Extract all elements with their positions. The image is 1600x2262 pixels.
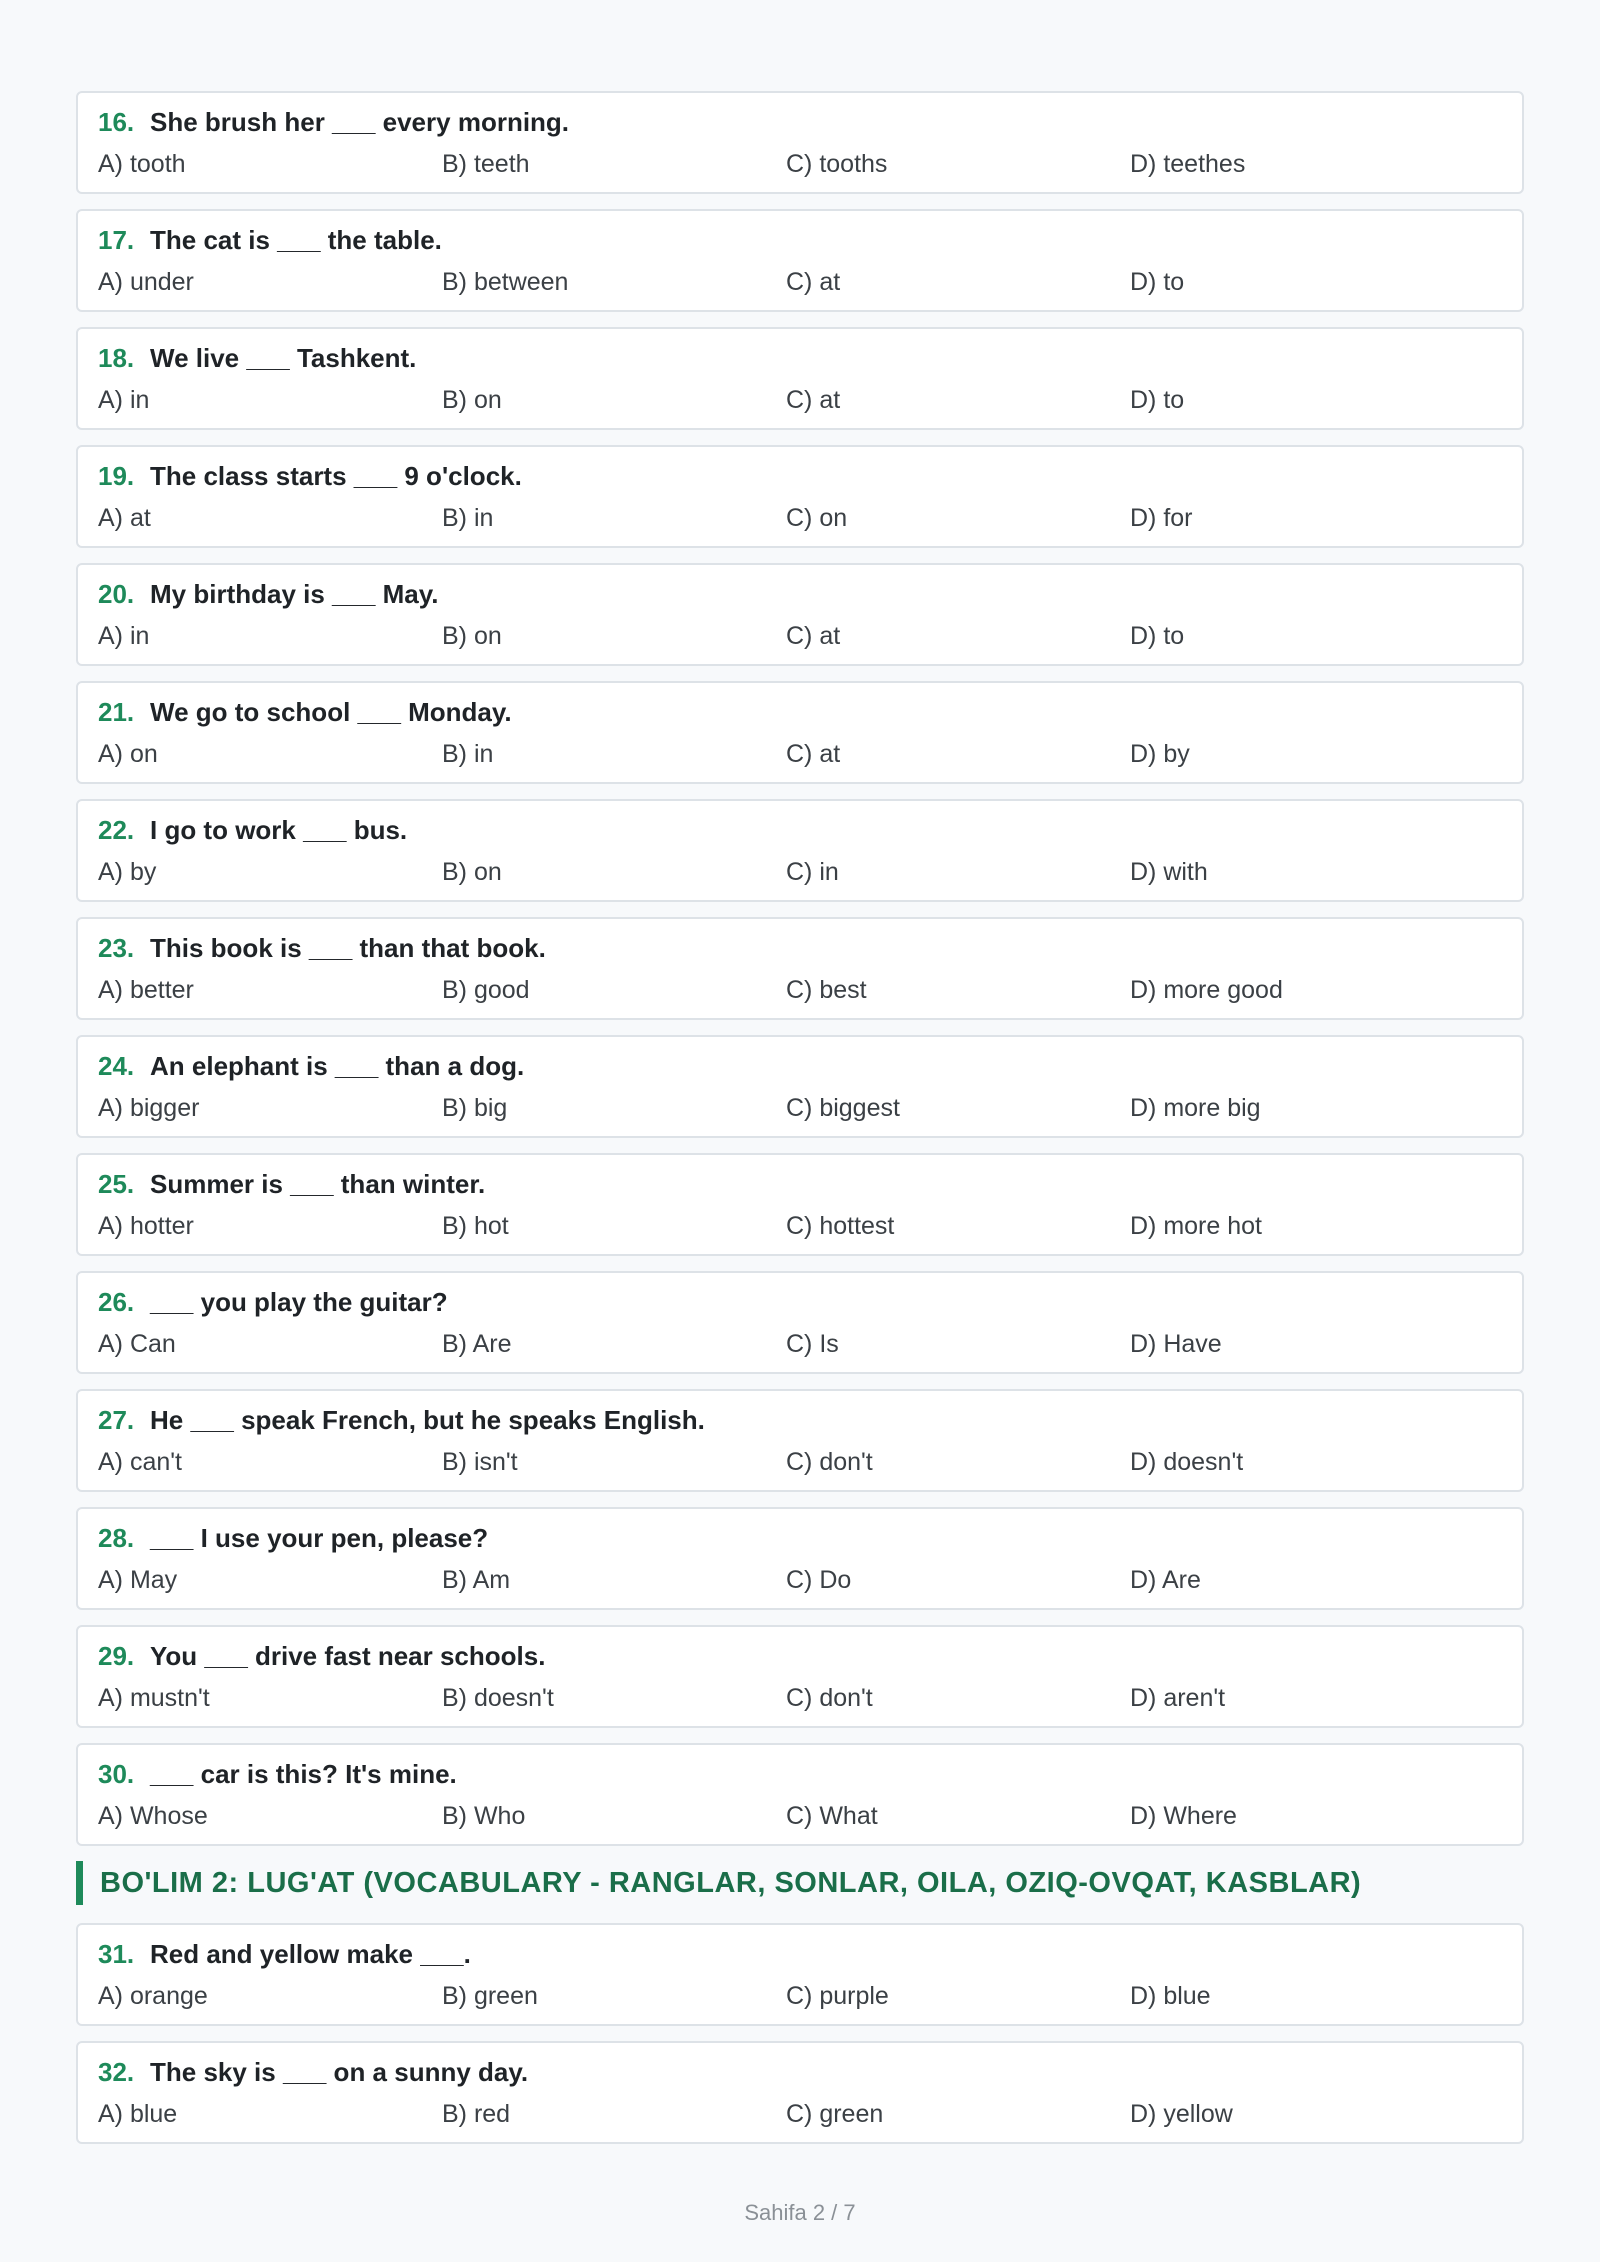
question-card (76, 1743, 1524, 1846)
options-row (98, 1799, 1502, 1833)
question-text: Summer is ___ than winter. (150, 1169, 486, 1199)
question-line (98, 105, 1502, 139)
option-a: A) better (98, 976, 194, 1004)
option-b: B) between (442, 268, 569, 296)
option-d: D) teethes (1130, 150, 1246, 178)
options-row (98, 1327, 1502, 1361)
question-card (76, 799, 1524, 902)
question-text: You ___ drive fast near schools. (150, 1641, 546, 1671)
options-row (98, 147, 1502, 181)
option-b: B) big (442, 1094, 508, 1122)
option-c: C) Do (786, 1566, 852, 1594)
question-text: An elephant is ___ than a dog. (150, 1051, 525, 1081)
question-text: ___ you play the guitar? (150, 1287, 448, 1317)
question-number: 27. (98, 1405, 135, 1435)
option-c: C) Is (786, 1330, 839, 1358)
option-c: C) tooths (786, 150, 888, 178)
option-b: B) doesn't (442, 1684, 554, 1712)
option-c: C) don't (786, 1448, 873, 1476)
question-text: This book is ___ than that book. (150, 933, 546, 963)
options-row (98, 737, 1502, 771)
option-b: B) on (442, 386, 502, 414)
options-row (98, 973, 1502, 1007)
section-heading: BO'LIM 2: LUG'AT (VOCABULARY - RANGLAR, SONLAR, OILA, OZIQ-OVQAT, KASBLAR) (76, 1861, 1524, 1905)
option-a: A) in (98, 622, 150, 650)
option-b: B) good (442, 976, 530, 1004)
page-number: Sahifa 2 / 7 (744, 2200, 856, 2225)
option-c: C) on (786, 504, 848, 532)
options-row (98, 2097, 1502, 2131)
option-b: B) on (442, 858, 502, 886)
question-text: He ___ speak French, but he speaks English. (150, 1405, 705, 1435)
question-card (76, 563, 1524, 666)
question-line (98, 1639, 1502, 1673)
options-row (98, 1209, 1502, 1243)
option-d: D) to (1130, 386, 1185, 414)
option-d: D) more good (1130, 976, 1283, 1004)
option-a: A) mustn't (98, 1684, 210, 1712)
option-b: B) isn't (442, 1448, 518, 1476)
question-number: 29. (98, 1641, 135, 1671)
question-card (76, 1923, 1524, 2026)
options-row (98, 1681, 1502, 1715)
question-line (98, 1403, 1502, 1437)
question-card (76, 1153, 1524, 1256)
question-card (76, 445, 1524, 548)
options-row (98, 383, 1502, 417)
question-line (98, 223, 1502, 257)
option-a: A) tooth (98, 150, 186, 178)
question-number: 25. (98, 1169, 135, 1199)
options-row (98, 1091, 1502, 1125)
question-text: The cat is ___ the table. (150, 225, 442, 255)
option-a: A) Whose (98, 1802, 208, 1830)
option-c: C) hottest (786, 1212, 895, 1240)
option-d: D) aren't (1130, 1684, 1226, 1712)
options-row (98, 1445, 1502, 1479)
question-line (98, 1049, 1502, 1083)
question-card (76, 1625, 1524, 1728)
question-number: 24. (98, 1051, 135, 1081)
question-line (98, 1521, 1502, 1555)
option-c: C) at (786, 740, 841, 768)
option-c: C) purple (786, 1982, 889, 2010)
option-d: D) Have (1130, 1330, 1222, 1358)
question-number: 16. (98, 107, 135, 137)
option-d: D) Are (1130, 1566, 1201, 1594)
options-row (98, 1563, 1502, 1597)
question-card (76, 327, 1524, 430)
option-a: A) bigger (98, 1094, 200, 1122)
question-number: 30. (98, 1759, 135, 1789)
question-number: 18. (98, 343, 135, 373)
option-d: D) more big (1130, 1094, 1261, 1122)
option-c: C) at (786, 268, 841, 296)
options-row (98, 1979, 1502, 2013)
question-card (76, 1389, 1524, 1492)
option-a: A) hotter (98, 1212, 194, 1240)
question-line (98, 577, 1502, 611)
question-number: 19. (98, 461, 135, 491)
question-line (98, 1285, 1502, 1319)
question-sheet (76, 91, 1524, 2159)
question-line (98, 1757, 1502, 1791)
option-a: A) at (98, 504, 151, 532)
option-b: B) Am (442, 1566, 511, 1594)
question-number: 31. (98, 1939, 135, 1969)
option-a: A) orange (98, 1982, 208, 2010)
question-card (76, 917, 1524, 1020)
question-text: We go to school ___ Monday. (150, 697, 512, 727)
option-b: B) in (442, 740, 494, 768)
option-a: A) Can (98, 1330, 176, 1358)
question-card (76, 209, 1524, 312)
option-d: D) for (1130, 504, 1193, 532)
question-number: 17. (98, 225, 135, 255)
option-b: B) green (442, 1982, 538, 2010)
question-number: 22. (98, 815, 135, 845)
question-card (76, 1035, 1524, 1138)
option-d: D) doesn't (1130, 1448, 1244, 1476)
option-c: C) in (786, 858, 839, 886)
options-row (98, 265, 1502, 299)
option-a: A) on (98, 740, 158, 768)
question-text: The sky is ___ on a sunny day. (150, 2057, 529, 2087)
question-text: My birthday is ___ May. (150, 579, 439, 609)
question-card (76, 91, 1524, 194)
question-number: 20. (98, 579, 135, 609)
question-card (76, 1507, 1524, 1610)
option-c: C) biggest (786, 1094, 900, 1122)
question-card (76, 1271, 1524, 1374)
question-text: I go to work ___ bus. (150, 815, 408, 845)
option-b: B) on (442, 622, 502, 650)
option-b: B) teeth (442, 150, 530, 178)
option-c: C) at (786, 386, 841, 414)
option-a: A) by (98, 858, 157, 886)
option-c: C) What (786, 1802, 878, 1830)
option-d: D) more hot (1130, 1212, 1262, 1240)
question-number: 32. (98, 2057, 135, 2087)
option-d: D) with (1130, 858, 1208, 886)
question-line (98, 931, 1502, 965)
question-line (98, 813, 1502, 847)
option-b: B) red (442, 2100, 511, 2128)
option-d: D) blue (1130, 1982, 1211, 2010)
question-text: ___ car is this? It's mine. (150, 1759, 457, 1789)
option-b: B) hot (442, 1212, 509, 1240)
question-text: Red and yellow make ___. (150, 1939, 471, 1969)
question-text: We live ___ Tashkent. (150, 343, 417, 373)
options-row (98, 501, 1502, 535)
questions-part-2 (76, 1923, 1524, 2144)
question-line (98, 1937, 1502, 1971)
question-text: She brush her ___ every morning. (150, 107, 570, 137)
option-a: A) blue (98, 2100, 178, 2128)
option-d: D) by (1130, 740, 1190, 768)
option-b: B) Are (442, 1330, 512, 1358)
question-text: ___ I use your pen, please? (150, 1523, 489, 1553)
option-d: D) yellow (1130, 2100, 1233, 2128)
option-a: A) under (98, 268, 194, 296)
options-row (98, 619, 1502, 653)
question-card (76, 2041, 1524, 2144)
option-a: A) can't (98, 1448, 182, 1476)
option-d: D) to (1130, 622, 1185, 650)
option-c: C) at (786, 622, 841, 650)
question-line (98, 2055, 1502, 2089)
question-number: 26. (98, 1287, 135, 1317)
option-c: C) green (786, 2100, 884, 2128)
question-number: 21. (98, 697, 135, 727)
question-text: The class starts ___ 9 o'clock. (150, 461, 522, 491)
option-b: B) in (442, 504, 494, 532)
options-row (98, 855, 1502, 889)
option-b: B) Who (442, 1802, 526, 1830)
question-line (98, 1167, 1502, 1201)
question-card (76, 681, 1524, 784)
question-number: 23. (98, 933, 135, 963)
option-d: D) to (1130, 268, 1185, 296)
question-number: 28. (98, 1523, 135, 1553)
option-c: C) don't (786, 1684, 873, 1712)
option-a: A) May (98, 1566, 178, 1594)
option-a: A) in (98, 386, 150, 414)
questions-part-1 (76, 91, 1524, 1846)
question-line (98, 341, 1502, 375)
option-d: D) Where (1130, 1802, 1237, 1830)
question-line (98, 695, 1502, 729)
option-c: C) best (786, 976, 867, 1004)
question-line (98, 459, 1502, 493)
